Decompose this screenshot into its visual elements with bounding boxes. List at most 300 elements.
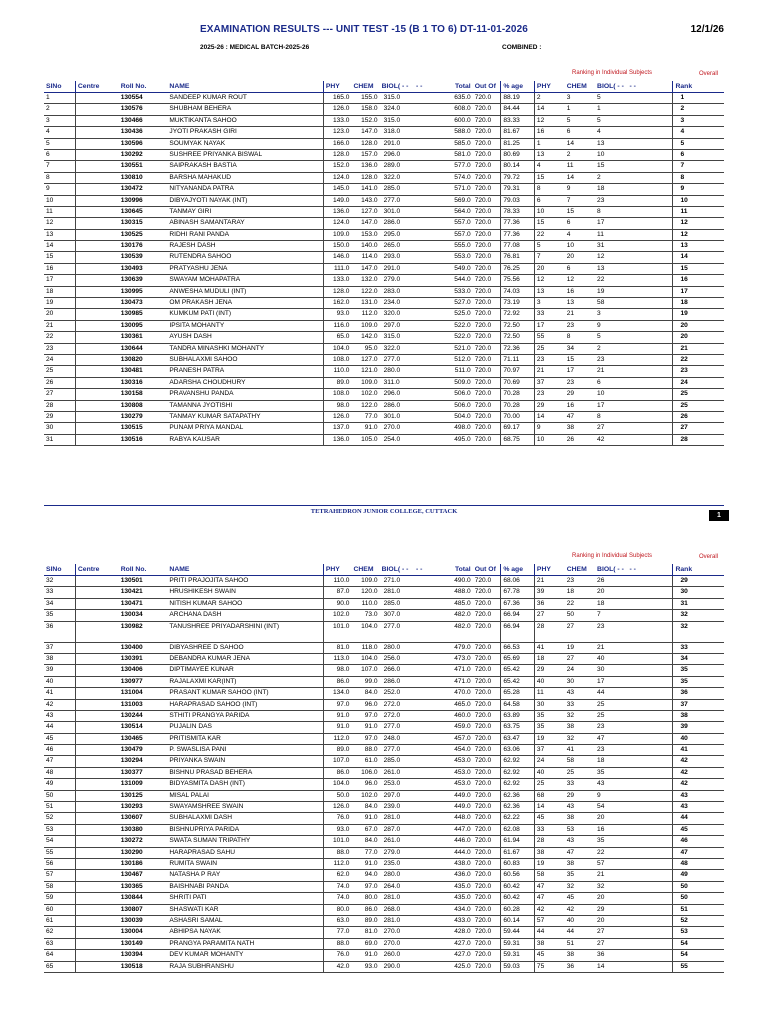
cell-out-of: 720.0 [473, 756, 501, 767]
cell-rank-chem: 16 [565, 286, 595, 297]
cell-out-of: 720.0 [473, 195, 501, 206]
cell-rank-bio: 23 [595, 722, 673, 733]
cell-percentage: 60.42 [501, 881, 535, 892]
cell-rank-bio: 18 [595, 184, 673, 195]
cell-chem-marks: 61.0 [351, 756, 379, 767]
cell-overall-rank: 40 [673, 733, 724, 744]
cell-rank-chem: 38 [565, 950, 595, 961]
cell-rank-bio: 10 [595, 149, 673, 160]
cell-roll-no: 130400 [119, 642, 168, 653]
table-row [44, 298, 724, 309]
cell-rank-chem: 36 [565, 961, 595, 972]
cell-rank-bio: 4 [595, 127, 673, 138]
cell-percentage: 72.92 [501, 309, 535, 320]
cell-slno: 34 [44, 598, 75, 609]
cell-student-name: SUBHALAXMI DASH [167, 813, 323, 824]
cell-total-marks: 465.0 [445, 699, 473, 710]
cell-bio-marks: 289.0 [380, 161, 445, 172]
cell-rank-chem: 44 [565, 927, 595, 938]
cell-total-marks: 564.0 [445, 206, 473, 217]
cell-student-name: BISHNUPRIYA PARIDA [167, 824, 323, 835]
cell-chem-marks: 96.0 [351, 699, 379, 710]
col-roll: Roll No. [119, 81, 168, 93]
cell-overall-rank: 27 [673, 423, 724, 434]
cell-out-of: 720.0 [473, 252, 501, 263]
cell-out-of: 720.0 [473, 598, 501, 609]
cell-centre [75, 881, 118, 892]
cell-rank-bio: 3 [595, 309, 673, 320]
col-overall-rank: Rank [673, 81, 724, 93]
cell-total-marks: 453.0 [445, 779, 473, 790]
cell-centre [75, 950, 118, 961]
cell-bio-marks: 286.0 [380, 676, 445, 687]
cell-rank-chem: 47 [565, 847, 595, 858]
cell-student-name: BISHNU PRASAD BEHERA [167, 767, 323, 778]
cell-roll-no: 131009 [119, 779, 168, 790]
cell-rank-bio: 18 [595, 756, 673, 767]
table-row [44, 699, 724, 710]
cell-rank-chem: 21 [565, 309, 595, 320]
table-row [44, 961, 724, 972]
cell-student-name: P. SWASLISA PANI [167, 745, 323, 756]
cell-rank-chem: 23 [565, 377, 595, 388]
cell-rank-bio: 13 [595, 138, 673, 149]
cell-overall-rank: 36 [673, 688, 724, 699]
cell-phy-marks: 93.0 [323, 824, 351, 835]
cell-centre [75, 184, 118, 195]
cell-rank-chem: 33 [565, 779, 595, 790]
cell-rank-chem: 53 [565, 824, 595, 835]
cell-rank-bio: 23 [595, 354, 673, 365]
cell-chem-marks: 91.0 [351, 950, 379, 961]
table-row [44, 790, 724, 801]
cell-student-name: NITYANANDA PATRA [167, 184, 323, 195]
cell-rank-chem: 38 [565, 722, 595, 733]
cell-bio-marks: 254.0 [380, 434, 445, 445]
cell-rank-phy: 47 [534, 881, 564, 892]
cell-rank-phy: 37 [534, 377, 564, 388]
cell-chem-marks: 142.0 [351, 332, 379, 343]
cell-centre [75, 149, 118, 160]
cell-total-marks: 453.0 [445, 767, 473, 778]
cell-percentage: 70.97 [501, 366, 535, 377]
cell-student-name: OM PRAKASH JENA [167, 298, 323, 309]
cell-percentage: 60.56 [501, 870, 535, 881]
cell-out-of: 720.0 [473, 699, 501, 710]
col-name: NAME [167, 564, 323, 576]
cell-out-of: 720.0 [473, 870, 501, 881]
cell-bio-marks: 270.0 [380, 938, 445, 949]
cell-out-of: 720.0 [473, 93, 501, 104]
cell-roll-no: 130576 [119, 104, 168, 115]
cell-total-marks: 581.0 [445, 149, 473, 160]
col-centre: Centre [75, 81, 118, 93]
cell-roll-no: 130639 [119, 275, 168, 286]
cell-slno: 20 [44, 309, 75, 320]
cell-chem-marks: 89.0 [351, 915, 379, 926]
col-bio [380, 564, 445, 576]
cell-rank-bio: 31 [595, 241, 673, 252]
cell-phy-marks: 136.0 [323, 434, 351, 445]
cell-total-marks: 447.0 [445, 824, 473, 835]
cell-rank-phy: 21 [534, 366, 564, 377]
cell-phy-marks: 90.0 [323, 598, 351, 609]
cell-overall-rank: 49 [673, 870, 724, 881]
cell-slno: 42 [44, 699, 75, 710]
table-row [44, 642, 724, 653]
cell-percentage: 62.36 [501, 790, 535, 801]
cell-out-of: 720.0 [473, 298, 501, 309]
cell-phy-marks: 133.0 [323, 275, 351, 286]
cell-chem-marks: 84.0 [351, 836, 379, 847]
cell-percentage: 59.03 [501, 961, 535, 972]
cell-slno: 23 [44, 343, 75, 354]
cell-centre [75, 263, 118, 274]
cell-slno: 58 [44, 881, 75, 892]
cell-student-name: DEBANDRA KUMAR JENA [167, 653, 323, 664]
cell-total-marks: 585.0 [445, 138, 473, 149]
cell-total-marks: 453.0 [445, 756, 473, 767]
cell-percentage: 81.25 [501, 138, 535, 149]
table-row [44, 621, 724, 642]
cell-slno: 11 [44, 206, 75, 217]
table-row [44, 309, 724, 320]
cell-percentage: 70.00 [501, 411, 535, 422]
cell-total-marks: 448.0 [445, 813, 473, 824]
cell-phy-marks: 63.0 [323, 915, 351, 926]
cell-student-name: DIBYASHREE D SAHOO [167, 642, 323, 653]
cell-total-marks: 506.0 [445, 389, 473, 400]
cell-rank-phy: 45 [534, 813, 564, 824]
cell-roll-no: 130820 [119, 354, 168, 365]
cell-rank-bio: 5 [595, 332, 673, 343]
cell-rank-bio: 22 [595, 275, 673, 286]
cell-rank-phy: 24 [534, 756, 564, 767]
cell-chem-marks: 97.0 [351, 881, 379, 892]
cell-slno: 21 [44, 320, 75, 331]
cell-bio-marks: 264.0 [380, 881, 445, 892]
cell-overall-rank: 13 [673, 241, 724, 252]
cell-overall-rank: 55 [673, 961, 724, 972]
cell-phy-marks: 89.0 [323, 377, 351, 388]
cell-roll-no: 130316 [119, 377, 168, 388]
cell-rank-phy: 16 [534, 127, 564, 138]
cell-percentage: 66.94 [501, 610, 535, 621]
cell-overall-rank: 33 [673, 642, 724, 653]
cell-student-name: PRAVANSHU PANDA [167, 389, 323, 400]
cell-total-marks: 471.0 [445, 665, 473, 676]
cell-centre [75, 802, 118, 813]
col-rank-chem: CHEM [565, 564, 595, 576]
cell-rank-phy: 42 [534, 904, 564, 915]
cell-phy-marks: 91.0 [323, 722, 351, 733]
cell-rank-chem: 19 [565, 642, 595, 653]
cell-rank-chem: 47 [565, 411, 595, 422]
cell-roll-no: 130406 [119, 665, 168, 676]
cell-rank-phy: 57 [534, 915, 564, 926]
cell-out-of: 720.0 [473, 138, 501, 149]
cell-centre [75, 309, 118, 320]
cell-rank-chem: 6 [565, 127, 595, 138]
table-row [44, 93, 724, 104]
cell-centre [75, 610, 118, 621]
cell-percentage: 60.28 [501, 904, 535, 915]
cell-total-marks: 482.0 [445, 621, 473, 642]
cell-rank-phy: 35 [534, 722, 564, 733]
cell-rank-bio: 40 [595, 653, 673, 664]
cell-percentage: 74.03 [501, 286, 535, 297]
cell-student-name: TAMANNA JYOTISHI [167, 400, 323, 411]
cell-bio-marks: 283.0 [380, 286, 445, 297]
cell-student-name: SUSHREE PRIYANKA BISWAL [167, 149, 323, 160]
cell-percentage: 68.75 [501, 434, 535, 445]
cell-bio-marks: 281.0 [380, 915, 445, 926]
cell-phy-marks: 76.0 [323, 813, 351, 824]
cell-out-of: 720.0 [473, 377, 501, 388]
cell-percentage: 75.56 [501, 275, 535, 286]
cell-overall-rank: 7 [673, 161, 724, 172]
cell-total-marks: 436.0 [445, 870, 473, 881]
cell-chem-marks: 120.0 [351, 587, 379, 598]
cell-rank-bio: 16 [595, 824, 673, 835]
cell-rank-bio: 6 [595, 377, 673, 388]
cell-rank-chem: 43 [565, 802, 595, 813]
cell-roll-no: 130995 [119, 286, 168, 297]
cell-phy-marks: 145.0 [323, 184, 351, 195]
cell-chem-marks: 84.0 [351, 688, 379, 699]
cell-rank-chem: 43 [565, 836, 595, 847]
footer-divider [44, 505, 724, 506]
cell-rank-chem: 34 [565, 343, 595, 354]
cell-out-of: 720.0 [473, 423, 501, 434]
cell-rank-phy: 39 [534, 587, 564, 598]
col-rank-bio-label: BIOL( - - [597, 566, 624, 573]
cell-slno: 41 [44, 688, 75, 699]
cell-roll-no: 130493 [119, 263, 168, 274]
cell-rank-chem: 22 [565, 598, 595, 609]
cell-chem-marks: 109.0 [351, 320, 379, 331]
cell-centre [75, 195, 118, 206]
col-phy: PHY [323, 564, 351, 576]
cell-overall-rank: 42 [673, 767, 724, 778]
rank-group-heading: Ranking in Individual Subjects [572, 70, 653, 76]
cell-rank-chem: 33 [565, 699, 595, 710]
cell-rank-phy: 58 [534, 870, 564, 881]
cell-bio-marks: 280.0 [380, 870, 445, 881]
cell-overall-rank: 2 [673, 104, 724, 115]
cell-centre [75, 115, 118, 126]
cell-rank-phy: 38 [534, 847, 564, 858]
cell-rank-chem: 9 [565, 184, 595, 195]
cell-roll-no: 130810 [119, 172, 168, 183]
cell-percentage: 69.17 [501, 423, 535, 434]
cell-rank-chem: 29 [565, 389, 595, 400]
cell-phy-marks: 91.0 [323, 710, 351, 721]
cell-roll-no: 130551 [119, 161, 168, 172]
cell-rank-bio: 27 [595, 423, 673, 434]
cell-student-name: PUJALIN DAS [167, 722, 323, 733]
cell-out-of: 720.0 [473, 927, 501, 938]
cell-slno: 38 [44, 653, 75, 664]
cell-roll-no: 130290 [119, 847, 168, 858]
cell-rank-chem: 14 [565, 172, 595, 183]
cell-total-marks: 454.0 [445, 745, 473, 756]
cell-rank-bio: 27 [595, 938, 673, 949]
table-row [44, 665, 724, 676]
cell-total-marks: 525.0 [445, 309, 473, 320]
col-bio-dash: - - [415, 566, 423, 573]
cell-out-of: 720.0 [473, 309, 501, 320]
cell-out-of: 720.0 [473, 653, 501, 664]
cell-out-of: 720.0 [473, 127, 501, 138]
cell-rank-chem: 6 [565, 218, 595, 229]
col-pct: % age [501, 564, 535, 576]
cell-rank-bio: 42 [595, 434, 673, 445]
cell-out-of: 720.0 [473, 665, 501, 676]
cell-rank-bio: 12 [595, 252, 673, 263]
cell-rank-bio: 8 [595, 206, 673, 217]
cell-percentage: 66.94 [501, 621, 535, 642]
cell-chem-marks: 91.0 [351, 813, 379, 824]
cell-out-of: 720.0 [473, 733, 501, 744]
col-chem: CHEM [351, 81, 379, 93]
cell-phy-marks: 104.0 [323, 343, 351, 354]
cell-chem-marks: 141.0 [351, 184, 379, 195]
cell-rank-bio: 32 [595, 881, 673, 892]
cell-bio-marks: 285.0 [380, 184, 445, 195]
cell-phy-marks: 87.0 [323, 587, 351, 598]
cell-bio-marks: 281.0 [380, 587, 445, 598]
cell-chem-marks: 102.0 [351, 790, 379, 801]
cell-rank-bio: 5 [595, 115, 673, 126]
cell-student-name: MUKTIKANTA SAHOO [167, 115, 323, 126]
cell-out-of: 720.0 [473, 411, 501, 422]
cell-overall-rank: 21 [673, 343, 724, 354]
cell-percentage: 70.28 [501, 389, 535, 400]
cell-slno: 28 [44, 400, 75, 411]
cell-phy-marks: 124.0 [323, 218, 351, 229]
cell-student-name: MISAL PALAI [167, 790, 323, 801]
cell-phy-marks: 166.0 [323, 138, 351, 149]
cell-bio-marks: 270.0 [380, 423, 445, 434]
cell-student-name: BIDYASMITA DASH (INT) [167, 779, 323, 790]
cell-percentage: 67.78 [501, 587, 535, 598]
cell-out-of: 720.0 [473, 241, 501, 252]
cell-phy-marks: 86.0 [323, 676, 351, 687]
cell-rank-phy: 55 [534, 332, 564, 343]
cell-student-name: DIBYAJYOTI NAYAK (INT) [167, 195, 323, 206]
cell-overall-rank: 16 [673, 275, 724, 286]
table-row [44, 423, 724, 434]
table-row [44, 229, 724, 240]
cell-slno: 37 [44, 642, 75, 653]
cell-rank-chem: 58 [565, 756, 595, 767]
cell-overall-rank: 11 [673, 206, 724, 217]
cell-total-marks: 449.0 [445, 802, 473, 813]
cell-student-name: TANUSHREE PRIYADARSHINI (INT) [167, 621, 323, 642]
cell-chem-marks: 147.0 [351, 127, 379, 138]
cell-rank-bio: 57 [595, 858, 673, 869]
cell-bio-marks: 271.0 [380, 576, 445, 587]
col-roll: Roll No. [119, 564, 168, 576]
cell-total-marks: 522.0 [445, 332, 473, 343]
cell-rank-phy: 28 [534, 836, 564, 847]
cell-phy-marks: 149.0 [323, 195, 351, 206]
cell-total-marks: 522.0 [445, 320, 473, 331]
cell-phy-marks: 104.0 [323, 779, 351, 790]
cell-bio-marks: 297.0 [380, 320, 445, 331]
cell-total-marks: 473.0 [445, 653, 473, 664]
table-row [44, 938, 724, 949]
cell-phy-marks: 128.0 [323, 286, 351, 297]
cell-rank-phy: 3 [534, 298, 564, 309]
cell-chem-marks: 73.0 [351, 610, 379, 621]
cell-rank-chem: 26 [565, 434, 595, 445]
cell-centre [75, 961, 118, 972]
cell-out-of: 720.0 [473, 802, 501, 813]
cell-centre [75, 699, 118, 710]
cell-percentage: 79.72 [501, 172, 535, 183]
cell-rank-chem: 24 [565, 665, 595, 676]
table-row [44, 722, 724, 733]
cell-rank-bio: 7 [595, 610, 673, 621]
cell-chem-marks: 143.0 [351, 195, 379, 206]
cell-rank-phy: 11 [534, 688, 564, 699]
cell-percentage: 59.31 [501, 938, 535, 949]
cell-chem-marks: 128.0 [351, 138, 379, 149]
cell-rank-chem: 45 [565, 893, 595, 904]
cell-student-name: JYOTI PRAKASH GIRI [167, 127, 323, 138]
cell-out-of: 720.0 [473, 184, 501, 195]
cell-rank-phy: 40 [534, 767, 564, 778]
cell-centre [75, 665, 118, 676]
cell-percentage: 62.22 [501, 813, 535, 824]
cell-slno: 43 [44, 710, 75, 721]
cell-student-name: NATASHA P RAY [167, 870, 323, 881]
cell-bio-marks: 279.0 [380, 847, 445, 858]
cell-out-of: 720.0 [473, 400, 501, 411]
cell-rank-chem: 15 [565, 354, 595, 365]
cell-bio-marks: 290.0 [380, 961, 445, 972]
cell-rank-bio: 54 [595, 802, 673, 813]
cell-rank-phy: 68 [534, 790, 564, 801]
cell-overall-rank: 50 [673, 893, 724, 904]
cell-percentage: 72.50 [501, 320, 535, 331]
cell-rank-bio: 13 [595, 263, 673, 274]
table-row [44, 104, 724, 115]
cell-rank-phy: 25 [534, 779, 564, 790]
cell-phy-marks: 133.0 [323, 115, 351, 126]
cell-out-of: 720.0 [473, 389, 501, 400]
cell-rank-chem: 13 [565, 298, 595, 309]
cell-percentage: 64.58 [501, 699, 535, 710]
cell-total-marks: 511.0 [445, 366, 473, 377]
cell-slno: 29 [44, 411, 75, 422]
cell-phy-marks: 42.0 [323, 961, 351, 972]
cell-slno: 25 [44, 366, 75, 377]
cell-slno: 48 [44, 767, 75, 778]
cell-slno: 30 [44, 423, 75, 434]
page-number: 1 [709, 510, 729, 521]
cell-percentage: 72.50 [501, 332, 535, 343]
cell-out-of: 720.0 [473, 824, 501, 835]
cell-bio-marks: 296.0 [380, 389, 445, 400]
col-outof: Out Of [473, 564, 501, 576]
cell-student-name: PRATYASHU JENA [167, 263, 323, 274]
cell-overall-rank: 6 [673, 149, 724, 160]
cell-slno: 49 [44, 779, 75, 790]
col-total: Total [445, 81, 473, 93]
